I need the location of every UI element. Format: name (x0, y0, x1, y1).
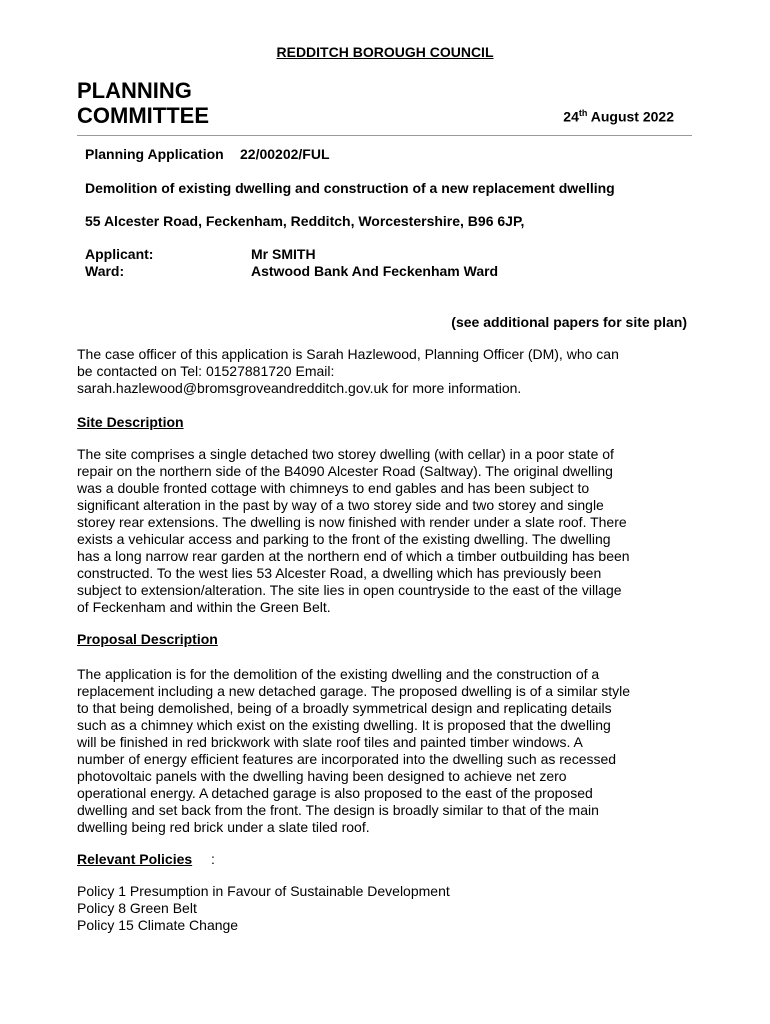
text-line: subject to extension/alteration. The site lies in open countryside to the east of the village (77, 582, 622, 598)
header-divider (77, 135, 692, 136)
text-line: exists a vehicular access and parking to the front of the existing dwelling. The dwelling (77, 531, 611, 547)
date-day: 24 (563, 108, 579, 125)
text-line: has a long narrow rear garden at the northern end of which a timber outbuilding has been (77, 548, 630, 564)
date-rest: August 2022 (587, 108, 674, 125)
contact-paragraph (77, 346, 697, 397)
text-line: be contacted on Tel: 01527881720 Email: (77, 363, 335, 379)
title-line-2: COMMITTEE (77, 103, 209, 128)
text-line: to that being demolished, being of a broadly symmetrical design and replicating details (77, 700, 612, 716)
text-line: number of energy efficient features are incorporated into the dwelling such as recessed (77, 751, 617, 767)
title-line-1: PLANNING (77, 78, 192, 103)
text-line: dwelling and set back from the front. The design is broadly similar to that of the main (77, 802, 599, 818)
application-description: Demolition of existing dwelling and construction of a new replacement dwelling (85, 180, 615, 196)
application-address: 55 Alcester Road, Feckenham, Redditch, Worcestershire, B96 6JP, (85, 213, 525, 229)
policies-colon: : (211, 851, 215, 867)
proposal-description-paragraph (77, 666, 697, 836)
ward-label: Ward: (85, 263, 125, 279)
text-line: significant alteration in the past by way of a two storey side and two storey and single (77, 497, 604, 513)
text-line: The application is for the demolition of the existing dwelling and the construction of a (77, 666, 600, 682)
applicant-label: Applicant: (85, 246, 154, 262)
relevant-policies-heading: Relevant Policies (77, 851, 193, 867)
text-line: The site comprises a single detached two storey dwelling (with cellar) in a poor state of (77, 446, 614, 462)
text-line: replacement including a new detached garage. The proposed dwelling is of a similar style (77, 683, 631, 699)
application-label: Planning Application (85, 146, 224, 162)
text-line: storey rear extensions. The dwelling is now finished with render under a slate roof. There (77, 514, 627, 530)
policy-item: Policy 8 Green Belt (77, 900, 197, 916)
policy-item: Policy 15 Climate Change (77, 917, 239, 933)
applicant-value: Mr SMITH (251, 246, 316, 262)
text-line: photovoltaic panels with the dwelling having been designed to achieve net zero (77, 768, 567, 784)
ward-value: Astwood Bank And Feckenham Ward (251, 263, 499, 279)
page-title (77, 78, 209, 128)
site-description-heading: Site Description (77, 414, 184, 430)
site-plan-note: (see additional papers for site plan) (451, 314, 687, 330)
text-line: will be finished in red brickwork with slate roof tiles and painted timber windows. A (77, 734, 583, 750)
text-line: operational energy. A detached garage is also proposed to the east of the proposed (77, 785, 593, 801)
text-line: of Feckenham and within the Green Belt. (77, 599, 331, 615)
site-description-paragraph (77, 446, 697, 616)
date-suffix: th (578, 108, 588, 118)
council-name: REDDITCH BOROUGH COUNCIL (276, 44, 494, 60)
text-line: was a double fronted cottage with chimneys to end gables and has been subject to (77, 480, 590, 496)
proposal-description-heading: Proposal Description (77, 631, 218, 647)
text-line: such as a chimney which exist on the existing dwelling. It is proposed that the dwelling (77, 717, 611, 733)
text-line: constructed. To the west lies 53 Alcester Road, a dwelling which has previously been (77, 565, 602, 581)
email-line: sarah.hazlewood@bromsgroveandredditch.gov.uk for more information. (77, 380, 522, 396)
meeting-date (563, 108, 674, 125)
text-line: repair on the northern side of the B4090 Alcester Road (Saltway). The original dwelling (77, 463, 613, 479)
text-line: The case officer of this application is Sarah Hazlewood, Planning Officer (DM), who can (77, 346, 619, 362)
policy-item: Policy 1 Presumption in Favour of Sustainable Development (77, 883, 450, 899)
application-reference: 22/00202/FUL (240, 146, 330, 162)
text-line: dwelling being red brick under a slate tiled roof. (77, 819, 370, 835)
